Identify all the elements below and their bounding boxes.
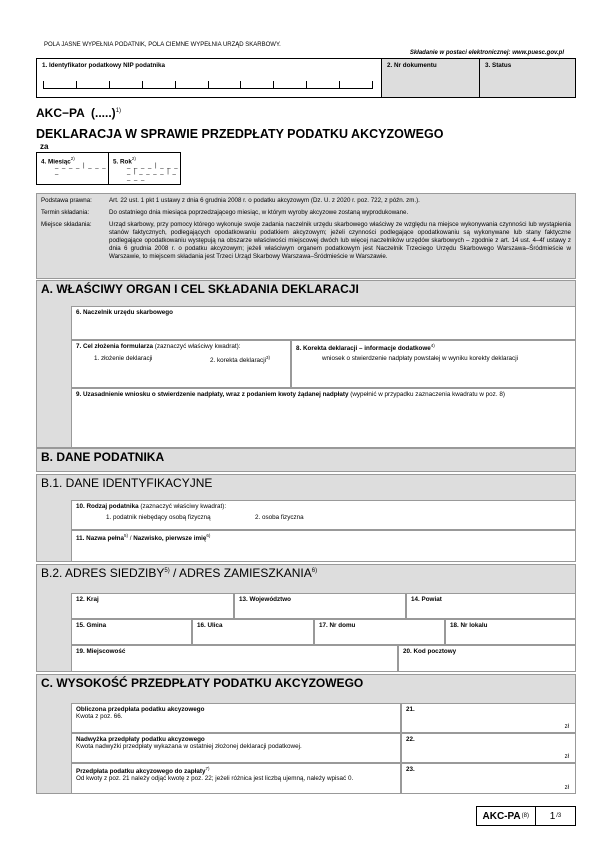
row-21-description [71,703,401,733]
month-note: 2) [70,156,75,161]
section-b2-title: B.2. ADRES SIEDZIBY$^{5)}$ / ADRES ZAMIESZKANIA$^{6)}$ [41,566,318,580]
option-non-natural-person[interactable]: 1. podatnik niebędący osobą fizyczną [106,514,211,521]
field-8-correction-info [291,340,576,388]
page-footer [476,806,577,826]
field-7-label: 7. Cel złożenia formularza [76,343,153,350]
footer-form-code: AKC-PA (8) [476,806,537,826]
row-22-description [71,733,401,763]
field-11-label-surname: Nazwisko, pierwsze imię [133,535,207,543]
month-field[interactable] [37,153,109,184]
field-16-street[interactable]: 16. Ulica [192,619,314,645]
form-variant: (.....) [91,106,116,120]
form-code-text: AKC−PA [36,106,85,120]
row-21-label: Obliczona przedpłata podatku akcyzowego [76,706,205,713]
fill-instruction: POLA JASNE WYPEŁNIA PODATNIK, POLA CIEMNE WYPEŁNIA URZĄD SKARBOWY. [44,42,281,48]
field-6-label: 6. Naczelnik urzędu skarbowego [76,309,173,316]
field-17-house-number[interactable]: 17. Nr domu [314,619,445,645]
field-8-label: 8. Korekta deklaracji – informacje dodatkowe [296,345,431,353]
section-b1-title: B.1. DANE IDENTYFIKACYJNE [41,476,213,490]
document-number-label: 2. Nr dokumentu [387,62,437,69]
nip-input-boxes[interactable] [43,81,373,89]
header-table [36,58,576,98]
option-natural-person[interactable]: 2. osoba fizyczna [255,514,304,521]
place-value: Urząd skarbowy, przy pomocy którego wykonuje swoje zadania naczelnik urzędu skarbowego właściwy ze względu na miejsce wykonywania czynności lub wystąpienia stanów faktycznych, podlegających opodatkowaniu podatkiem akcyzowym; jeżeli czynności podlegające opodatkowaniu są wykonywane lub stany faktyczne podlegające opodatkowaniu występują na obszarze właściwości miejscowej dwóch lub więcej naczelników urzędów skarbowych – zgodnie z art. 14 ust. 4–4f ustawy z dnia 6 grudnia 2008 r. o podatku akcyzowym; jeżeli właściwym organem podatkowym jest Naczelnik Trzeciego Urzędu Skarbowego Warszawa–Śródmieście w Warszawie, to miejscem składania jest Trzeci Urząd Skarbowy Warszawa–Śródmieście w Warszawie. [109,220,571,260]
section-c-title: C. WYSOKOŚĆ PRZEDPŁATY PODATKU AKCYZOWEGO [41,676,364,690]
row-23-description: Przedpłata podatku akcyzowego do zapłaty$^{7)}$ Od kwoty z poz. 21 należy odjąć kwotę z poz. 22; jeżeli różnica jest liczbą ujemną, należy wpisać 0. [71,763,401,794]
year-field[interactable] [109,153,180,184]
deadline-key: Termin składania: [41,208,90,216]
place-key: Miejsce składania: [41,220,92,228]
field-10-label: 10. Rodzaj podatnika [76,503,139,510]
field-18-apartment-number[interactable]: 18. Nr lokalu [445,619,576,645]
status-label: 3. Status [485,62,512,69]
section-b-title: B. DANE PODATNIKA [41,450,165,464]
field-10-hint: (zaznaczyć właściwy kwadrat): [138,503,227,510]
field-7-hint: (zaznaczyć właściwy kwadrat): [152,343,241,350]
field-23-amount[interactable]: 23. zł [401,763,576,794]
status-field [480,59,575,97]
row-23-label: Przedpłata podatku akcyzowego do zapłaty [76,768,206,776]
row-22-desc: Kwota nadwyżki przedpłaty wykazana w ostatniej złożonej deklaracji podatkowej. [76,743,302,750]
za-label: za [40,142,49,151]
form-variant-note: 1) [115,108,122,114]
field-14-county[interactable]: 14. Powiat [406,593,576,619]
footer-page-number: 1 /3 [536,806,576,826]
section-a-title: A. WŁAŚCIWY ORGAN I CEL SKŁADANIA DEKLARACJI [41,282,359,296]
section-b1 [36,474,576,562]
field-11-separator: / [127,535,134,543]
row-21-desc: Kwota z poz. 66. [76,713,123,720]
field-6-tax-office[interactable] [71,306,576,340]
form-code [36,106,121,120]
field-12-country[interactable]: 12. Kraj [71,593,234,619]
field-8-note: 4) [430,343,435,348]
field-11-label-name: 11. Nazwa pełna [76,535,124,543]
field-9-hint: (wypełnić w przypadku zaznaczenia kwadratu w poz. 8) [348,391,505,398]
legal-basis-value: Art. 22 ust. 1 pkt 1 ustawy z dnia 6 grudnia 2008 r. o podatku akcyzowym (Dz. U. z 2020 r. poz. 722, z późn. zm.). [109,197,420,204]
legal-basis-key: Podstawa prawna: [41,197,92,204]
year-note: 2) [131,156,136,161]
document-number-field [382,59,480,97]
field-15-commune[interactable]: 15. Gmina [71,619,192,645]
year-mask: _ _ _ _ | _ _ _ _ | _ _ _ _ | _ _ _ _ [127,163,179,182]
section-b [36,448,576,472]
field-11-note-2: 6) [206,533,211,538]
field-7-purpose [71,340,291,388]
field-13-voivodeship[interactable]: 13. Województwo [234,593,406,619]
field-21-amount[interactable]: 21. zł [401,703,576,733]
row-22-label: Nadwyżka przedpłaty podatku akcyzowego [76,736,205,743]
legal-basis-block [36,193,576,279]
submission-note: Składanie w postaci elektronicznej: www.puesc.gov.pl [409,50,564,56]
row-23-desc: Od kwoty z poz. 21 należy odjąć kwotę z poz. 22; jeżeli różnica jest liczbą ujemną, należy wpisać 0. [76,775,354,783]
field-22-amount[interactable]: 22. zł [401,733,576,763]
option-overpayment-request[interactable]: wniosek o stwierdzenie nadpłaty powstałej w wyniku korekty deklaracji [322,355,518,362]
deadline-value: Do ostatniego dnia miesiąca poprzedzającego miesiąc, w którym wyroby akcyzowe zostaną wyprodukowane. [109,208,409,216]
nip-label: 1. Identyfikator podatkowy NIP podatnika [42,62,166,69]
section-a [36,280,576,448]
year-label: 5. Rok [113,158,132,166]
field-10-taxpayer-type [71,500,576,530]
form-title: DEKLARACJA W SPRAWIE PRZEDPŁATY PODATKU AKCYZOWEGO [36,127,444,141]
field-11-note-1: 5) [123,533,128,538]
month-mask: _ _ _ _ | _ _ _ _ [55,163,107,176]
field-11-name[interactable] [71,530,576,562]
nip-field[interactable] [37,59,382,97]
field-9-label: 9. Uzasadnienie wniosku o stwierdzenie nadpłaty, wraz z podaniem kwoty żądanej nadpłaty [76,391,349,398]
section-b2 [36,564,576,672]
section-c [36,674,576,794]
field-19-city[interactable]: 19. Miejscowość [71,645,398,672]
option-submit-declaration[interactable]: 1. złożenie deklaracji [94,355,153,362]
field-20-postal-code[interactable]: 20. Kod pocztowy [398,645,576,672]
option-correction[interactable]: 2. korekta deklaracji$^{3)}$ [210,355,271,365]
period-fields [36,152,181,185]
field-9-justification[interactable] [71,388,576,448]
month-label: 4. Miesiąc [41,158,71,166]
